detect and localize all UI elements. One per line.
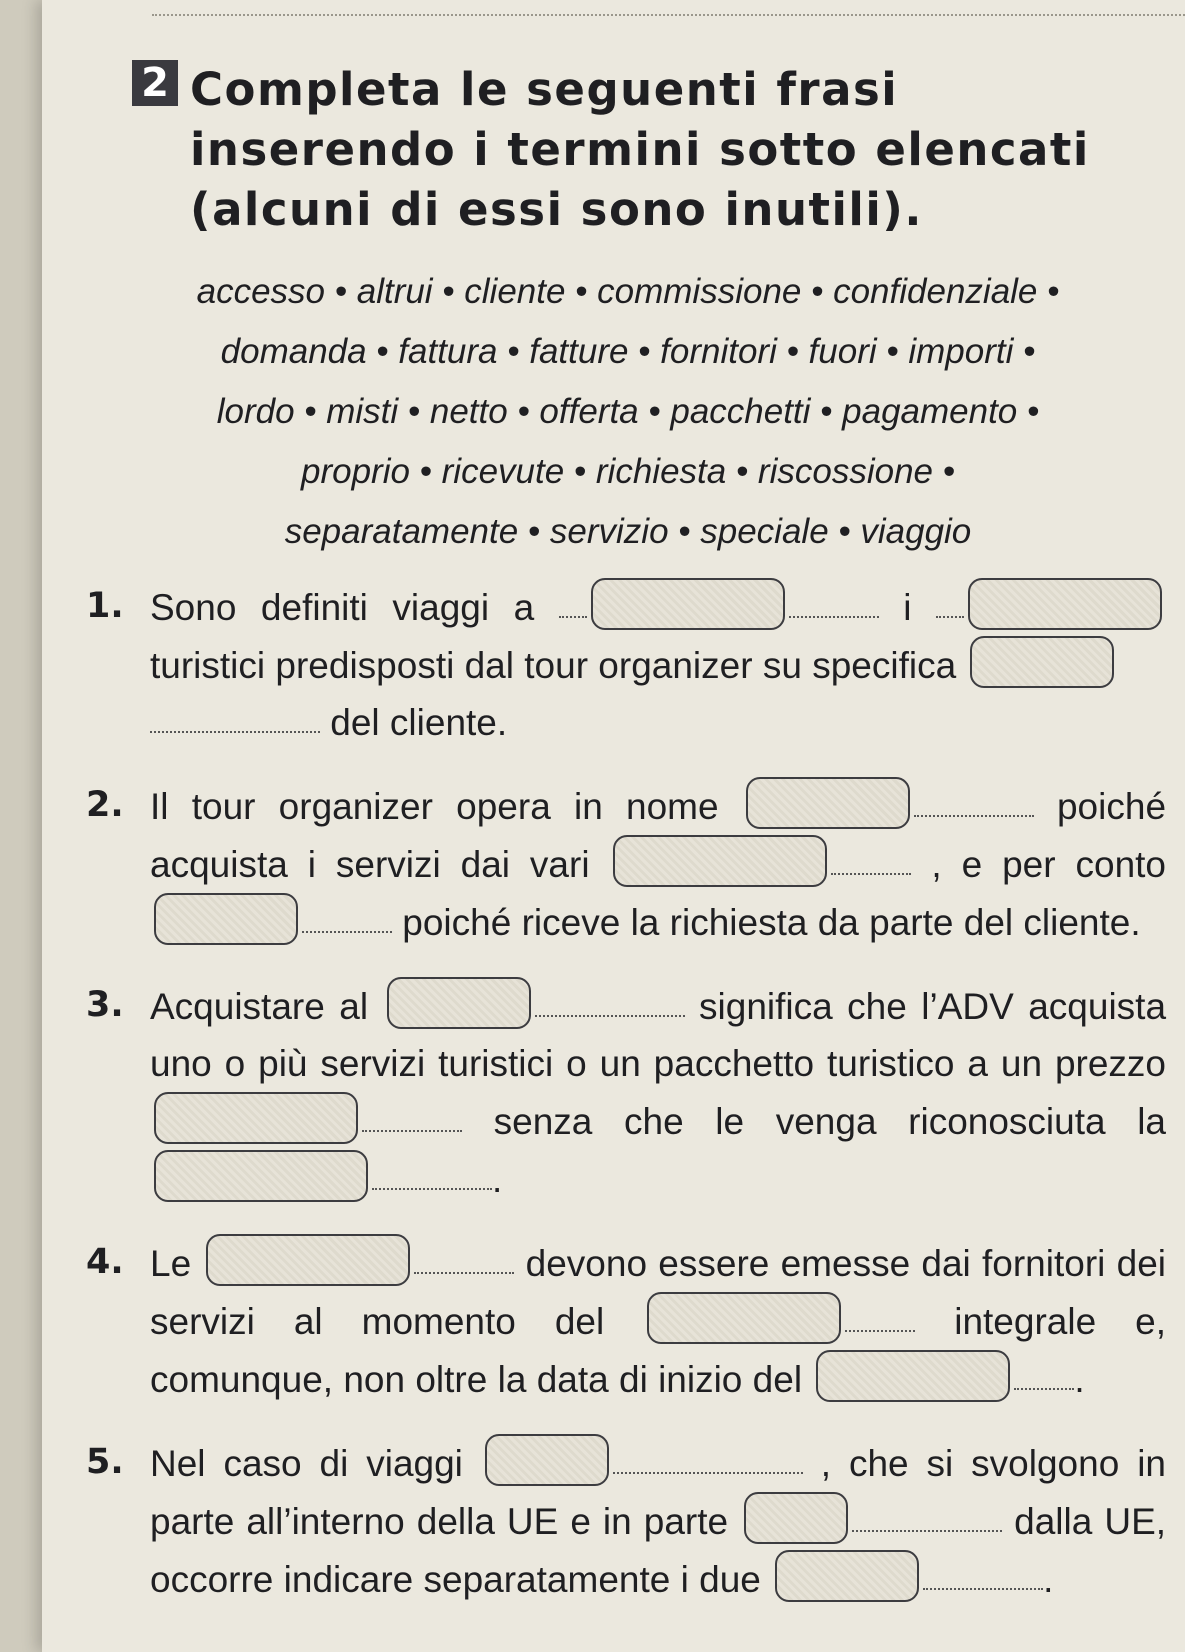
sentence-text: turistici predisposti dal tour organizer su specifica: [150, 645, 957, 686]
word-bank-line: domanda • fattura • fatture • fornitori • fuori • importi •: [220, 332, 1036, 371]
sentence-text: Le: [150, 1243, 192, 1284]
answer-blank[interactable]: [970, 636, 1114, 688]
sentence-item: [86, 1434, 1166, 1608]
word-bank-line: lordo • misti • netto • offerta • pacchetti • pagamento •: [216, 392, 1040, 431]
sentence-text: senza che le venga riconosciuta la: [493, 1101, 1167, 1142]
sentence-text: del cliente.: [330, 702, 508, 743]
answer-blank[interactable]: [647, 1292, 841, 1344]
sentence-text: , che si svolgono in parte all’interno della UE e in parte: [150, 1443, 1166, 1542]
answer-blank[interactable]: [154, 1150, 368, 1202]
sentence-item: [86, 977, 1166, 1208]
answer-blank[interactable]: [775, 1550, 919, 1602]
answer-blank[interactable]: [591, 578, 785, 630]
answer-blank[interactable]: [816, 1350, 1010, 1402]
sentence-item: [86, 1234, 1166, 1408]
item-number: 4.: [86, 1242, 124, 1282]
sentence-text: .: [1043, 1559, 1054, 1600]
sentence-text: integrale e, comunque, non oltre la data di inizio del: [150, 1301, 1166, 1400]
sentence-list: [86, 578, 1166, 1608]
answer-blank[interactable]: [744, 1492, 848, 1544]
answer-blank[interactable]: [206, 1234, 410, 1286]
sentence-text: poiché acquista i servizi dai vari: [150, 786, 1167, 885]
answer-blank[interactable]: [387, 977, 531, 1029]
answer-blank[interactable]: [154, 1092, 358, 1144]
word-bank-line: separatamente • servizio • speciale • viaggio: [284, 512, 972, 551]
item-number: 1.: [86, 586, 124, 626]
item-number: 5.: [86, 1442, 124, 1482]
sentence-text: Nel caso di viaggi: [150, 1443, 463, 1484]
sentence-text: .: [492, 1159, 503, 1200]
sentence-text: significa che l’ADV acquista uno o più servizi turistici o un pacchetto turistico a un prezzo: [150, 986, 1167, 1084]
sentence-item: [86, 578, 1166, 751]
sentence-text: Il tour organizer opera in nome: [150, 786, 719, 827]
item-number: 3.: [86, 985, 124, 1025]
sentence-text: devono essere emesse dai fornitori dei servizi al momento del: [150, 1243, 1166, 1342]
answer-blank[interactable]: [968, 578, 1162, 630]
word-bank-line: proprio • ricevute • richiesta • riscossione •: [301, 452, 955, 491]
sentence-text: i: [903, 587, 912, 628]
answer-blank[interactable]: [485, 1434, 609, 1486]
answer-blank[interactable]: [613, 835, 827, 887]
answer-blank[interactable]: [154, 893, 298, 945]
answer-blank[interactable]: [746, 777, 910, 829]
sentence-text: poiché riceve la richiesta da parte del cliente.: [402, 902, 1141, 943]
sentence-text: dalla UE, occorre indicare separatamente i due: [150, 1501, 1167, 1600]
exercise-instructions: Completa le seguenti frasi inserendo i termini sotto elencati (alcuni di essi sono inutili).: [190, 63, 1090, 236]
sentence-text: , e per conto: [931, 844, 1166, 885]
word-bank-line: accesso • altrui • cliente • commissione • confidenziale •: [196, 272, 1060, 311]
sentence-text: .: [1074, 1359, 1085, 1400]
sentence-text: Sono definiti viaggi a: [150, 587, 535, 628]
sentence-text: Acquistare al: [150, 986, 369, 1027]
exercise-number-badge: 2: [132, 60, 178, 106]
word-bank: [118, 262, 1138, 562]
top-divider: [152, 14, 1185, 16]
item-number: 2.: [86, 785, 124, 825]
sentence-item: [86, 777, 1166, 951]
